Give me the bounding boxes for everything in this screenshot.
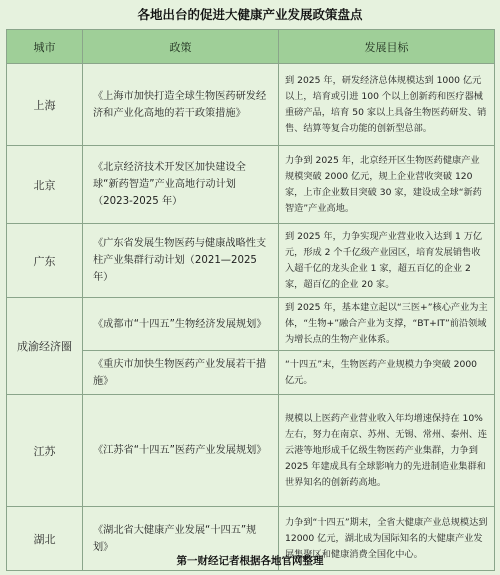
- city-cell: 广东: [7, 224, 83, 298]
- table-header-row: [7, 30, 495, 64]
- policy-cell: 《上海市加快打造全球生物医药研发经济和产业化高地的若干政策措施》: [83, 64, 279, 146]
- header-policy: 政策: [83, 30, 279, 64]
- policy-cell: 《湖北省大健康产业发展“十四五”规划》: [83, 507, 279, 571]
- policy-cell: 《广东省发展生物医药与健康战略性支柱产业集群行动计划（2021—2025 年）: [83, 224, 279, 298]
- goal-cell: 规模以上医药产业营业收入年均增速保持在 10%左右，努力在南京、苏州、无锡、常州、泰州、连云港等地形成千亿级生物医药产业集群，力争到 2025 年建成具有全球影响力的先进制造业集群和世界知名的创新药高地。: [279, 395, 495, 507]
- goal-cell: 到 2025 年，力争实现产业营业收入达到 1 万亿元，形成 2 个千亿级产业园区，培育发展销售收入超千亿的龙头企业 1 家，超五百亿的企业 2 家，超百亿的企业 20 家。: [279, 224, 495, 298]
- table-row: [7, 224, 495, 298]
- goal-cell: 力争到“十四五”期末，全省大健康产业总规模达到 12000 亿元，湖北成为国际知名的大健康产业发展集聚区和健康消费全国化中心。: [279, 507, 495, 571]
- table-row: [7, 298, 495, 351]
- header-city: 城市: [7, 30, 83, 64]
- city-cell: 上海: [7, 64, 83, 146]
- table-row: [7, 64, 495, 146]
- policy-table: [6, 29, 495, 571]
- source-note: 第一财经记者根据各地官网整理: [176, 555, 324, 567]
- table-row: [7, 395, 495, 507]
- goal-cell: “十四五”末，生物医药产业规模力争突破 2000 亿元。: [279, 351, 495, 395]
- goal-cell: 力争到 2025 年，北京经开区生物医药健康产业规模突破 2000 亿元，规上企业营收突破 120 家，上市企业数目突破 30 家，建设成全球“新药智造”产业高地。: [279, 146, 495, 224]
- city-cell: 江苏: [7, 395, 83, 507]
- policy-cell: 《江苏省“十四五”医药产业发展规划》: [83, 395, 279, 507]
- policy-cell: 《重庆市加快生物医药产业发展若干措施》: [83, 351, 279, 395]
- city-cell: 北京: [7, 146, 83, 224]
- goal-cell: 到 2025 年，基本建立起以“三医+”核心产业为主体，“生物+”融合产业为支撑，“BT+IT”前沿领域为增长点的生物产业体系。: [279, 298, 495, 351]
- header-goal: 发展目标: [279, 30, 495, 64]
- city-cell: 湖北: [7, 507, 83, 571]
- policy-cell: 《北京经济技术开发区加快建设全球“新药智造”产业高地行动计划（2023-2025 年）: [83, 146, 279, 224]
- policy-cell: 《成都市“十四五”生物经济发展规划》: [83, 298, 279, 351]
- table-row: [7, 146, 495, 224]
- page-title: 各地出台的促进大健康产业发展政策盘点: [137, 7, 363, 22]
- city-cell: 成渝经济圈: [7, 298, 83, 395]
- goal-cell: 到 2025 年，研发经济总体规模达到 1000 亿元以上，培育或引进 100 个以上创新药和医疗器械重磅产品，培育 50 家以上具备生物医药研发、销售、结算等复合功能的创新型总部。: [279, 64, 495, 146]
